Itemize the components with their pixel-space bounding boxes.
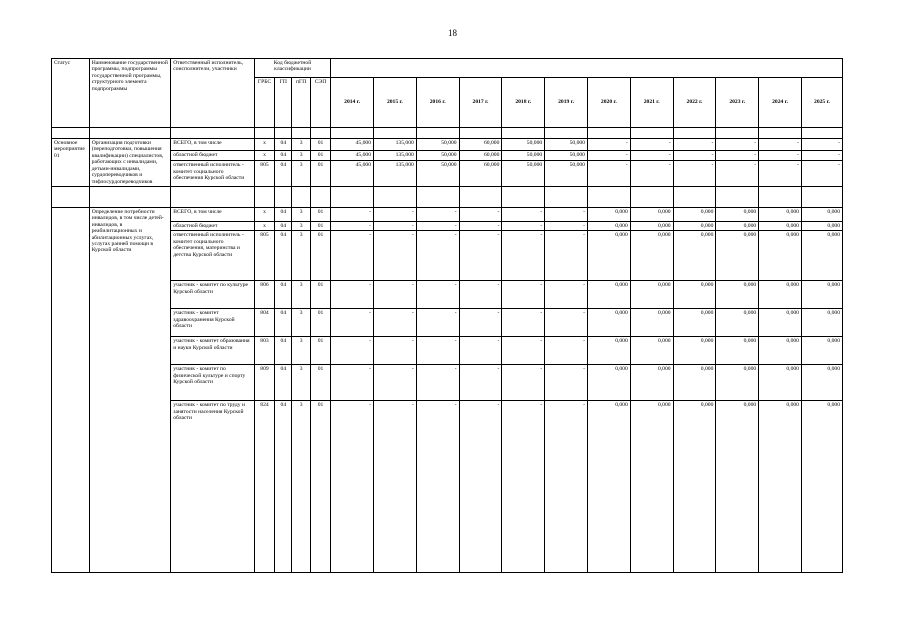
spacer-cell — [587, 186, 630, 207]
code-cell: 01 — [310, 207, 330, 221]
code-cell: 04 — [275, 231, 292, 281]
code-cell: х — [254, 221, 274, 230]
table-row — [52, 221, 843, 230]
header-budget-code: Код бюджетной классификации — [254, 59, 330, 78]
value-cell: 50,000 — [502, 161, 545, 187]
spacer-cell — [310, 128, 330, 139]
value-cell: - — [545, 221, 588, 230]
spacer-cell — [502, 128, 545, 139]
responsible-cell: участник - комитет здравоохранения Курской области — [171, 309, 255, 337]
header-year: 2014 г. — [331, 78, 374, 128]
code-cell: 04 — [275, 337, 292, 365]
value-cell: 50,000 — [502, 139, 545, 151]
code-cell: х — [254, 207, 274, 221]
code-cell: 3 — [292, 161, 310, 187]
table-row — [52, 207, 843, 221]
spacer-cell — [502, 186, 545, 207]
value-cell: - — [673, 161, 716, 187]
status-cell: Основное мероприятие 01 — [52, 139, 90, 187]
header-year: 2025 г. — [801, 78, 842, 128]
code-cell: 01 — [310, 281, 330, 309]
code-cell: 04 — [275, 207, 292, 221]
code-cell: 3 — [292, 221, 310, 230]
spacer-cell — [459, 128, 502, 139]
value-cell: 0,000 — [673, 207, 716, 221]
spacer-cell — [801, 186, 842, 207]
code-cell: 04 — [275, 150, 292, 161]
value-cell: 60,000 — [459, 150, 502, 161]
code-cell: 3 — [292, 337, 310, 365]
value-cell: 0,000 — [716, 337, 759, 365]
header-name: Наименование государственной программы, подпрограммы государственной программы, структурного элемента подпрограммы — [89, 59, 171, 128]
spacer-cell — [254, 128, 274, 139]
value-cell: 0,000 — [759, 207, 802, 221]
value-cell: - — [459, 231, 502, 281]
value-cell: - — [331, 365, 374, 401]
spacer-cell — [171, 128, 255, 139]
value-cell: - — [374, 221, 417, 230]
value-cell: - — [801, 150, 842, 161]
responsible-cell: областной бюджет — [171, 221, 255, 230]
value-cell: 0,000 — [587, 365, 630, 401]
header-years-group — [331, 59, 843, 78]
spacer-cell — [630, 186, 673, 207]
value-cell: - — [630, 150, 673, 161]
value-cell: 0,000 — [716, 231, 759, 281]
value-cell: 0,000 — [716, 365, 759, 401]
responsible-cell: областной бюджет — [171, 150, 255, 161]
value-cell: - — [374, 281, 417, 309]
responsible-cell: ВСЕГО, в том числе — [171, 139, 255, 151]
value-cell: 0,000 — [587, 207, 630, 221]
value-cell: - — [587, 139, 630, 151]
value-cell: - — [459, 401, 502, 573]
value-cell: - — [673, 150, 716, 161]
value-cell: 0,000 — [759, 401, 802, 573]
spacer-cell — [171, 186, 255, 207]
value-cell: - — [331, 207, 374, 221]
code-cell: 01 — [310, 337, 330, 365]
value-cell: 60,000 — [459, 161, 502, 187]
value-cell: - — [374, 309, 417, 337]
header-year: 2020 г. — [587, 78, 630, 128]
value-cell: 0,000 — [801, 221, 842, 230]
value-cell: 0,000 — [587, 401, 630, 573]
code-cell: 806 — [254, 281, 274, 309]
status-cell — [52, 207, 90, 572]
value-cell: - — [673, 139, 716, 151]
code-cell: 805 — [254, 231, 274, 281]
value-cell: 0,000 — [673, 365, 716, 401]
value-cell: - — [459, 207, 502, 221]
value-cell: - — [502, 221, 545, 230]
value-cell: 0,000 — [759, 281, 802, 309]
code-cell: 3 — [292, 281, 310, 309]
spacer-cell — [331, 128, 374, 139]
value-cell: 0,000 — [673, 281, 716, 309]
spacer-cell — [89, 186, 171, 207]
header-year: 2022 г. — [673, 78, 716, 128]
value-cell: 0,000 — [630, 309, 673, 337]
value-cell: 0,000 — [801, 207, 842, 221]
value-cell: 50,000 — [545, 150, 588, 161]
spacer-cell — [52, 128, 90, 139]
value-cell: - — [630, 161, 673, 187]
value-cell: - — [545, 337, 588, 365]
value-cell: 50,000 — [545, 161, 588, 187]
value-cell: - — [331, 221, 374, 230]
code-cell: 803 — [254, 337, 274, 365]
value-cell: - — [331, 337, 374, 365]
spacer-cell — [545, 186, 588, 207]
value-cell: 0,000 — [801, 337, 842, 365]
spacer-cell — [275, 128, 292, 139]
value-cell: 0,000 — [759, 309, 802, 337]
code-cell: 01 — [310, 231, 330, 281]
value-cell: - — [716, 139, 759, 151]
code-cell: х — [254, 150, 274, 161]
spacer-cell — [545, 128, 588, 139]
code-cell: 824 — [254, 401, 274, 573]
value-cell: - — [502, 207, 545, 221]
value-cell: - — [416, 401, 459, 573]
spacer-cell — [292, 128, 310, 139]
table-row — [52, 150, 843, 161]
page-number: 18 — [448, 28, 457, 38]
spacer-cell — [459, 186, 502, 207]
header-responsible: Ответственный исполнитель, соисполнители, участники — [171, 59, 255, 128]
value-cell: 45,000 — [331, 139, 374, 151]
value-cell: 0,000 — [716, 309, 759, 337]
value-cell: 0,000 — [587, 337, 630, 365]
value-cell: - — [759, 150, 802, 161]
value-cell: 60,000 — [459, 139, 502, 151]
value-cell: 0,000 — [759, 337, 802, 365]
value-cell: - — [374, 231, 417, 281]
spacer-cell — [310, 186, 330, 207]
value-cell: - — [545, 401, 588, 573]
table-row — [52, 309, 843, 337]
table-row — [52, 231, 843, 281]
value-cell: - — [331, 401, 374, 573]
value-cell: 0,000 — [673, 337, 716, 365]
value-cell: - — [630, 139, 673, 151]
value-cell: - — [545, 365, 588, 401]
value-cell: - — [759, 139, 802, 151]
responsible-cell: ответственный исполнитель - комитет социального обеспечения Курской области — [171, 161, 255, 187]
spacer-cell — [759, 186, 802, 207]
code-cell: 04 — [275, 139, 292, 151]
code-cell: 01 — [310, 365, 330, 401]
value-cell: 50,000 — [416, 139, 459, 151]
spacer-cell — [716, 186, 759, 207]
spacer-cell — [331, 186, 374, 207]
spacer-cell — [416, 186, 459, 207]
value-cell: - — [545, 309, 588, 337]
value-cell: - — [416, 365, 459, 401]
code-cell: 01 — [310, 401, 330, 573]
header-year: 2023 г. — [716, 78, 759, 128]
value-cell: - — [374, 337, 417, 365]
spacer-cell — [89, 128, 171, 139]
spacer-cell — [292, 186, 310, 207]
code-cell: 3 — [292, 150, 310, 161]
value-cell: - — [587, 161, 630, 187]
value-cell: 0,000 — [716, 207, 759, 221]
code-cell: 809 — [254, 365, 274, 401]
code-cell: 04 — [275, 401, 292, 573]
value-cell: 0,000 — [630, 401, 673, 573]
budget-table — [51, 58, 843, 573]
code-cell: 3 — [292, 401, 310, 573]
value-cell: - — [502, 231, 545, 281]
value-cell: 50,000 — [416, 150, 459, 161]
value-cell: 45,000 — [331, 150, 374, 161]
value-cell: 0,000 — [759, 231, 802, 281]
code-cell: 3 — [292, 207, 310, 221]
value-cell: 0,000 — [801, 309, 842, 337]
value-cell: 135,000 — [374, 150, 417, 161]
code-cell: 805 — [254, 161, 274, 187]
spacer-cell — [52, 186, 90, 207]
spacer-cell — [673, 186, 716, 207]
spacer-cell — [759, 128, 802, 139]
value-cell: - — [416, 309, 459, 337]
value-cell: - — [416, 231, 459, 281]
value-cell: 0,000 — [587, 281, 630, 309]
header-year: 2017 г. — [459, 78, 502, 128]
value-cell: 135,000 — [374, 139, 417, 151]
code-cell: 01 — [310, 161, 330, 187]
value-cell: - — [331, 309, 374, 337]
value-cell: - — [502, 309, 545, 337]
measure-name-cell: Определение потребности инвалидов, в том числе детей-инвалидов, в реабилитационных и абилитационных услугах, услугах ранней помощи в Курской области — [89, 207, 171, 572]
value-cell: - — [545, 281, 588, 309]
header-year: 2019 г. — [545, 78, 588, 128]
value-cell: 0,000 — [801, 365, 842, 401]
spacer-cell — [587, 128, 630, 139]
value-cell: 50,000 — [416, 161, 459, 187]
value-cell: - — [459, 365, 502, 401]
code-cell: 04 — [275, 309, 292, 337]
value-cell: - — [759, 161, 802, 187]
value-cell: 0,000 — [801, 231, 842, 281]
table-row — [52, 161, 843, 187]
spacer-cell — [275, 186, 292, 207]
spacer-cell — [801, 128, 842, 139]
responsible-cell: участник - комитет по культуре Курской области — [171, 281, 255, 309]
value-cell: 0,000 — [587, 221, 630, 230]
value-cell: - — [545, 231, 588, 281]
value-cell: 135,000 — [374, 161, 417, 187]
spacer-cell — [630, 128, 673, 139]
value-cell: 0,000 — [673, 231, 716, 281]
header-status: Статус — [52, 59, 90, 128]
header-year: 2024 г. — [759, 78, 802, 128]
value-cell: - — [801, 161, 842, 187]
code-cell: 3 — [292, 365, 310, 401]
value-cell: 50,000 — [502, 150, 545, 161]
value-cell: - — [502, 337, 545, 365]
value-cell: 45,000 — [331, 161, 374, 187]
responsible-cell: участник - комитет по труду и занятости населения Курской области — [171, 401, 255, 573]
code-cell: 3 — [292, 309, 310, 337]
code-cell: 04 — [275, 221, 292, 230]
header-year: 2016 г. — [416, 78, 459, 128]
value-cell: - — [459, 309, 502, 337]
responsible-cell: участник - комитет по физической культуре и спорту Курской области — [171, 365, 255, 401]
value-cell: - — [459, 221, 502, 230]
value-cell: - — [416, 207, 459, 221]
table-row — [52, 337, 843, 365]
code-cell: 804 — [254, 309, 274, 337]
header-year: 2015 г. — [374, 78, 417, 128]
value-cell: 0,000 — [759, 365, 802, 401]
value-cell: 0,000 — [587, 231, 630, 281]
spacer-cell — [374, 128, 417, 139]
code-cell: 04 — [275, 365, 292, 401]
value-cell: 0,000 — [759, 221, 802, 230]
value-cell: - — [331, 281, 374, 309]
header-grbs: ГРБС — [254, 78, 274, 128]
value-cell: - — [502, 281, 545, 309]
value-cell: - — [716, 161, 759, 187]
code-cell: х — [254, 139, 274, 151]
table-row — [52, 281, 843, 309]
value-cell: - — [801, 139, 842, 151]
code-cell: 01 — [310, 221, 330, 230]
value-cell: - — [374, 365, 417, 401]
code-cell: 04 — [275, 161, 292, 187]
value-cell: - — [587, 150, 630, 161]
spacer-cell — [374, 186, 417, 207]
value-cell: - — [716, 150, 759, 161]
header-sgp: СЭП — [310, 78, 330, 128]
spacer-cell — [416, 128, 459, 139]
header-year: 2021 г. — [630, 78, 673, 128]
table-row — [52, 401, 843, 573]
value-cell: 0,000 — [630, 221, 673, 230]
value-cell: - — [331, 231, 374, 281]
table-row — [52, 139, 843, 151]
responsible-cell: ответственный исполнитель - комитет социального обеспечения, материнства и детства Курской области — [171, 231, 255, 281]
code-cell: 01 — [310, 309, 330, 337]
value-cell: 0,000 — [716, 401, 759, 573]
value-cell: 0,000 — [716, 281, 759, 309]
spacer-cell — [254, 186, 274, 207]
code-cell: 04 — [275, 281, 292, 309]
responsible-cell: ВСЕГО, в том числе — [171, 207, 255, 221]
value-cell: 0,000 — [630, 281, 673, 309]
value-cell: 0,000 — [801, 401, 842, 573]
value-cell: - — [459, 337, 502, 365]
value-cell: 0,000 — [673, 309, 716, 337]
code-cell: 3 — [292, 139, 310, 151]
header-gp: ГП — [275, 78, 292, 128]
spacer-cell — [673, 128, 716, 139]
value-cell: 0,000 — [630, 231, 673, 281]
value-cell: - — [374, 207, 417, 221]
spacer-cell — [716, 128, 759, 139]
measure-name-cell: Организация подготовки (переподготовки, повышения квалификации) специалистов, работающих с инвалидами, детьми-инвалидами, сурдопереводчиков и тифлосурдопереводчиков — [89, 139, 171, 187]
value-cell: - — [545, 207, 588, 221]
header-year: 2018 г. — [502, 78, 545, 128]
value-cell: 0,000 — [630, 207, 673, 221]
value-cell: 0,000 — [673, 221, 716, 230]
value-cell: - — [374, 401, 417, 573]
code-cell: 01 — [310, 150, 330, 161]
value-cell: - — [502, 365, 545, 401]
code-cell: 3 — [292, 231, 310, 281]
value-cell: 0,000 — [630, 365, 673, 401]
header-pgp: пГП — [292, 78, 310, 128]
value-cell: - — [459, 281, 502, 309]
value-cell: 0,000 — [673, 401, 716, 573]
table-row — [52, 365, 843, 401]
value-cell: 0,000 — [587, 309, 630, 337]
value-cell: - — [416, 281, 459, 309]
responsible-cell: участник - комитет образования и науки Курской области — [171, 337, 255, 365]
value-cell: 50,000 — [545, 139, 588, 151]
value-cell: 0,000 — [716, 221, 759, 230]
value-cell: 0,000 — [630, 337, 673, 365]
value-cell: - — [502, 401, 545, 573]
value-cell: - — [416, 221, 459, 230]
code-cell: 01 — [310, 139, 330, 151]
value-cell: 0,000 — [801, 281, 842, 309]
value-cell: - — [416, 337, 459, 365]
